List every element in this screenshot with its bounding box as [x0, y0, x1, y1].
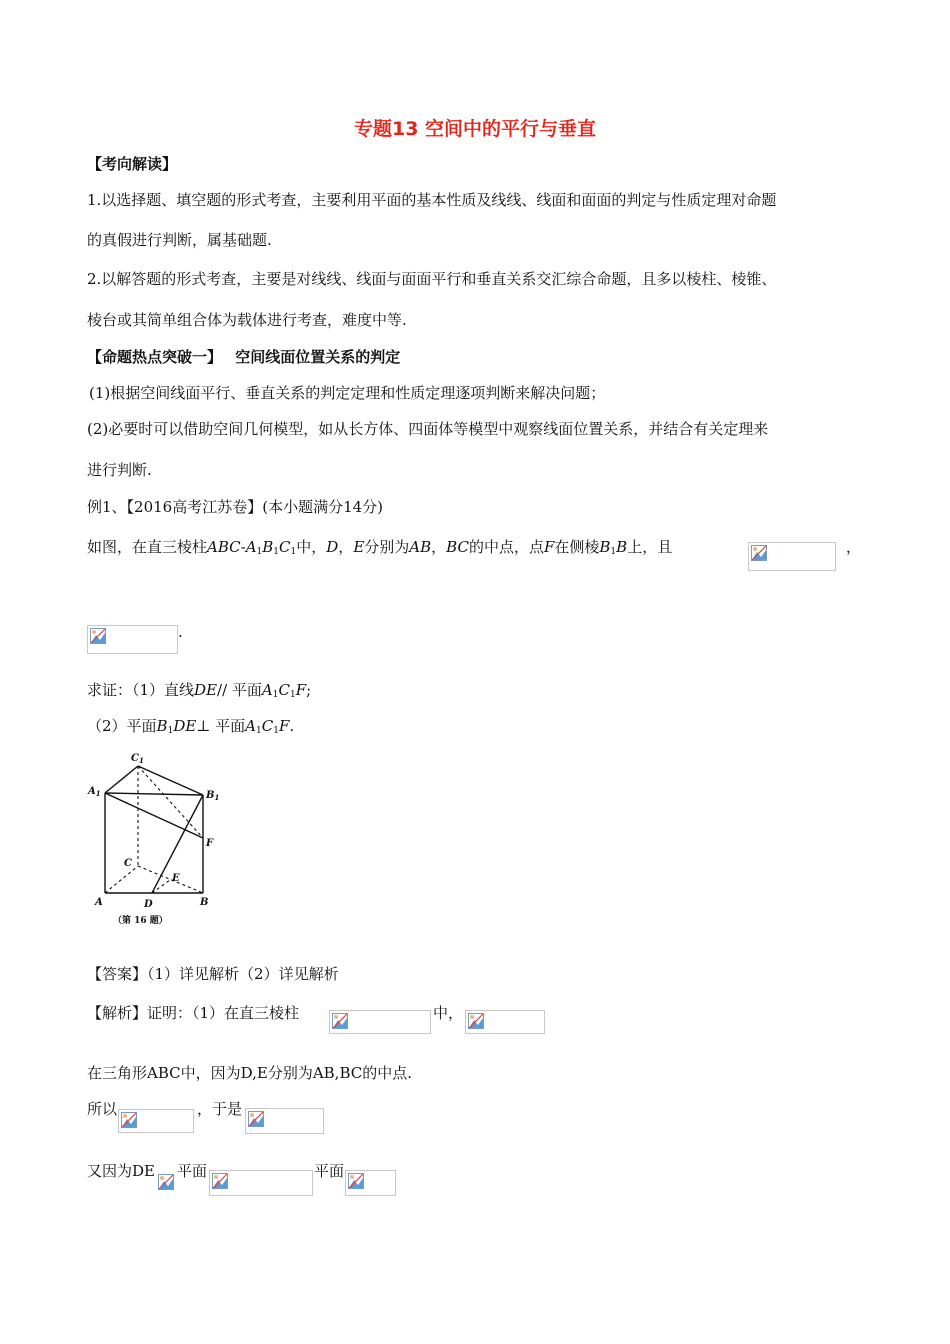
prove-part-1 — [87, 680, 311, 705]
subscript: 1 — [273, 726, 279, 736]
page-title: 专题13 空间中的平行与垂直 — [353, 118, 597, 140]
prism-name: B — [262, 538, 274, 556]
label-b: B — [200, 897, 209, 908]
analysis-line-2: 在三角形ABC中，因为D,E分别为AB,BC的中点. — [87, 1064, 412, 1082]
analysis-text: 平面 — [314, 1162, 345, 1180]
subscript: 1 — [167, 726, 174, 736]
prove-part-2 — [87, 716, 294, 741]
paragraph-1-line-2: 的真假进行判断，属基础题. — [87, 231, 272, 249]
edge-a1b1 — [105, 793, 203, 795]
trailing-comma: ， — [846, 538, 862, 556]
line-de: DE — [194, 681, 218, 699]
analysis-tag: 【解析】 — [87, 1004, 148, 1022]
analysis-text: 所以 — [87, 1100, 118, 1118]
plane-point: C — [278, 681, 290, 699]
example-label: 例1、【2016高考江苏卷】(本小题满分14分) — [87, 498, 384, 516]
point-e: E — [353, 538, 365, 556]
prism-figure — [86, 748, 226, 933]
broken-image-icon — [248, 1111, 264, 1127]
analysis-text: 证明：（1）在直三棱柱 — [147, 1004, 300, 1022]
formula-image-placeholder — [748, 542, 836, 571]
plane-point: F — [295, 681, 307, 699]
statement-text: 在侧棱 — [554, 538, 600, 556]
prove-text: （2）平面 — [87, 717, 157, 735]
formula-image-placeholder — [118, 1109, 194, 1133]
edge-name: B — [599, 538, 611, 556]
subscript: 1 — [272, 690, 279, 700]
paragraph-2-line-2: 棱台或其简单组合体为载体进行考查，难度中等. — [87, 311, 407, 329]
subscript: 1 — [610, 547, 617, 557]
plane-point: B — [156, 717, 168, 735]
subscript: 1 — [273, 547, 280, 557]
edge-cb-hidden — [138, 866, 203, 893]
segment-a1f — [105, 793, 203, 838]
formula-image-placeholder — [329, 1010, 431, 1034]
prove-text: 求证：（1）直线 — [87, 681, 195, 699]
answer-line — [87, 964, 339, 984]
broken-image-icon — [348, 1173, 364, 1189]
section-heading-exam-trends: 【考向解读】 — [87, 155, 178, 173]
subscript: 1 — [256, 726, 262, 736]
formula-image-placeholder — [345, 1170, 396, 1196]
statement-text: 如图，在直三棱柱 — [87, 538, 208, 556]
prove-text: . — [289, 717, 295, 735]
formula-image-placeholder — [156, 1172, 177, 1194]
point-f: F — [543, 538, 555, 556]
statement-period: . — [178, 623, 183, 641]
prove-text: ; — [306, 681, 312, 699]
prism-name: ABC-A — [207, 538, 257, 556]
analysis-text: 中， — [433, 1004, 464, 1022]
statement-text: ， — [338, 538, 354, 556]
broken-image-icon — [212, 1173, 228, 1189]
answer-tag: 【答案】 — [87, 965, 148, 983]
section-heading-hot-topic — [87, 347, 400, 367]
label-d: D — [144, 899, 153, 910]
label-c1: $C_1$ — [131, 753, 144, 765]
plane-point: A — [261, 681, 273, 699]
statement-text: 分别为 — [364, 538, 410, 556]
formula-image-placeholder — [209, 1170, 313, 1196]
subscript: 1 — [290, 547, 297, 557]
analysis-text: 又因为DE — [87, 1162, 155, 1180]
prove-text: ⊥ 平面 — [196, 717, 246, 735]
subscript: 1 — [256, 547, 263, 557]
edge-name: B — [616, 538, 628, 556]
statement-text: ， — [431, 538, 447, 556]
broken-image-icon — [332, 1013, 348, 1029]
segment-bc: BC — [446, 538, 469, 556]
broken-image-icon — [751, 545, 767, 561]
edge-ac-hidden — [105, 866, 138, 893]
statement-text: 中， — [296, 538, 327, 556]
example-statement-line — [87, 537, 672, 562]
hot-topic-title: 空间线面位置关系的判定 — [235, 348, 401, 366]
formula-image-placeholder — [245, 1108, 324, 1134]
label-f: F — [206, 838, 214, 849]
method-item-2-line-2: 进行判断. — [87, 461, 152, 479]
broken-image-icon — [158, 1174, 174, 1190]
label-e: E — [172, 873, 180, 884]
broken-image-icon — [468, 1013, 484, 1029]
edge-a1c1 — [105, 766, 138, 793]
analysis-text: ，于是 — [197, 1100, 243, 1118]
plane-point: DE — [173, 717, 197, 735]
broken-image-icon — [121, 1112, 137, 1128]
plane-point: C — [261, 717, 274, 735]
segment-ab: AB — [409, 538, 432, 556]
paragraph-2-line-1: 2.以解答题的形式考查，主要是对线线、线面与面面平行和垂直关系交汇综合命题，且多以棱柱、棱锥、 — [87, 270, 777, 288]
label-a: A — [95, 897, 103, 908]
plane-point: F — [278, 717, 290, 735]
hot-topic-tag: 【命题热点突破一】 — [87, 348, 223, 366]
subscript: 1 — [289, 690, 296, 700]
prove-text: // 平面 — [217, 681, 262, 699]
label-b1: $B_1$ — [206, 790, 220, 802]
method-item-2-line-1: (2)必要时可以借助空间几何模型，如从长方体、四面体等模型中观察线面位置关系，并结合有关定理来 — [87, 420, 769, 438]
formula-image-placeholder — [87, 625, 178, 654]
method-item-1: (1)根据空间线面平行、垂直关系的判定定理和性质定理逐项判断来解决问题； — [89, 384, 606, 402]
label-a1: $A_1$ — [88, 786, 101, 798]
figure-caption: （第 16 题） — [113, 916, 168, 926]
paragraph-1-line-1: 1.以选择题、填空题的形式考查，主要利用平面的基本性质及线线、线面和面面的判定与性质定理对命题 — [87, 191, 777, 209]
statement-text: 上，且 — [627, 538, 673, 556]
analysis-line-1 — [87, 1003, 299, 1023]
formula-image-placeholder — [465, 1010, 545, 1034]
edge-c1b1 — [138, 766, 203, 795]
point-d: D — [326, 538, 339, 556]
answer-text: （1）详见解析（2）详见解析 — [147, 965, 339, 983]
label-c: C — [124, 858, 132, 869]
analysis-text: 平面 — [177, 1162, 208, 1180]
plane-point: A — [245, 717, 257, 735]
statement-text: 的中点，点 — [468, 538, 544, 556]
prism-name: C — [279, 538, 291, 556]
broken-image-icon — [90, 628, 106, 644]
segment-c1f-hidden — [138, 766, 203, 838]
